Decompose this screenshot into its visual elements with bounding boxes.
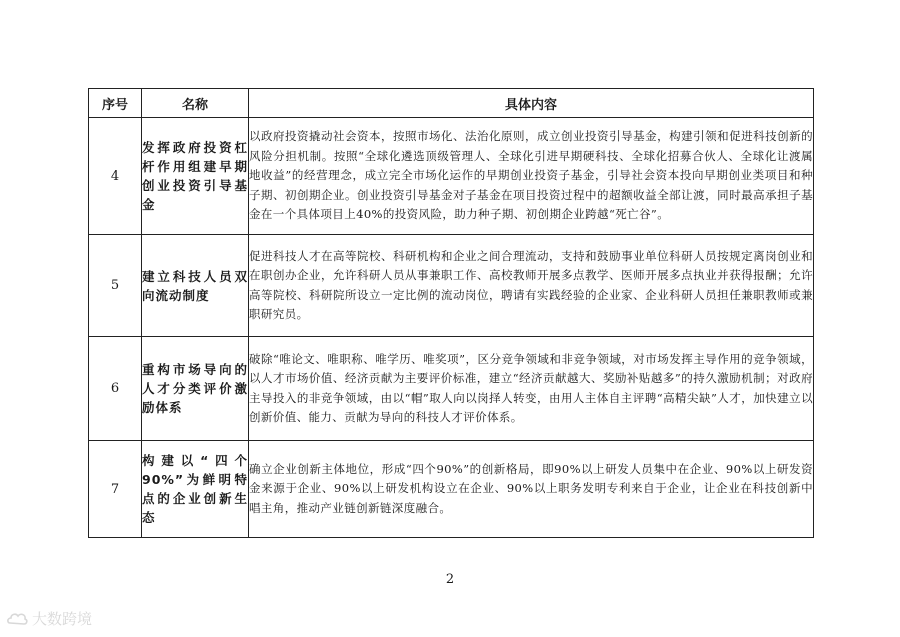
table-row bbox=[89, 235, 814, 337]
header-serial: 序号 bbox=[89, 89, 142, 118]
row-number: 7 bbox=[89, 441, 142, 538]
policy-table bbox=[88, 88, 814, 538]
watermark-text: 大数跨境 bbox=[32, 610, 93, 628]
page-number: 2 bbox=[445, 572, 455, 587]
table-header-row bbox=[89, 89, 814, 118]
header-content: 具体内容 bbox=[249, 89, 814, 118]
row-name: 重构市场导向的人才分类评价激励体系 bbox=[142, 337, 249, 441]
row-content: 促进科技人才在高等院校、科研机构和企业之间合理流动，支持和鼓励事业单位科研人员按规定离岗创业和在职创办企业，允许科研人员从事兼职工作、高校教师开展多点教学、医师开展多点执业并获得报酬；允许高等院校、科研院所设立一定比例的流动岗位，聘请有实践经验的企业家、企业科研人员担任兼职教师或兼职研究员。 bbox=[249, 235, 814, 337]
table-row bbox=[89, 441, 814, 538]
row-number: 5 bbox=[89, 235, 142, 337]
header-name: 名称 bbox=[142, 89, 249, 118]
row-content: 破除“唯论文、唯职称、唯学历、唯奖项”，区分竞争领域和非竞争领域，对市场发挥主导作用的竞争领域，以人才市场价值、经济贡献为主要评价标准，建立“经济贡献越大、奖励补贴越多”的持久激励机制；对政府主导投入的非竞争领域，由以“帽”取人向以岗择人转变，由用人主体自主评聘“高精尖缺”人才，加快建立以创新价值、能力、贡献为导向的科技人才评价体系。 bbox=[249, 337, 814, 441]
row-name: 建立科技人员双向流动制度 bbox=[142, 235, 249, 337]
row-number: 4 bbox=[89, 118, 142, 235]
table-row bbox=[89, 118, 814, 235]
row-name: 构建以“四个90%”为鲜明特点的企业创新生态 bbox=[142, 441, 249, 538]
row-content: 确立企业创新主体地位，形成“四个90%”的创新格局，即90%以上研发人员集中在企业、90%以上研发资金来源于企业、90%以上研发机构设立在企业、90%以上职务发明专利来自于企业，让企业在科技创新中唱主角，推动产业链创新链深度融合。 bbox=[249, 441, 814, 538]
row-name: 发挥政府投资杠杆作用组建早期创业投资引导基金 bbox=[142, 118, 249, 235]
cloud-logo-icon bbox=[6, 610, 28, 628]
row-number: 6 bbox=[89, 337, 142, 441]
table-row bbox=[89, 337, 814, 441]
watermark bbox=[6, 608, 92, 629]
row-content: 以政府投资撬动社会资本，按照市场化、法治化原则，成立创业投资引导基金，构建引领和促进科技创新的风险分担机制。按照“全球化遴选顶级管理人、全球化引进早期硬科技、全球化招募合伙人、全球化让渡属地收益”的经营理念，成立完全市场化运作的早期创业投资子基金，引导社会资本投向早期创业类项目和种子期、初创期企业。创业投资引导基金对子基金在项目投资过程中的超额收益全部让渡，同时最高承担子基金在一个具体项目上40%的投资风险，助力种子期、初创期企业跨越“死亡谷”。 bbox=[249, 118, 814, 235]
